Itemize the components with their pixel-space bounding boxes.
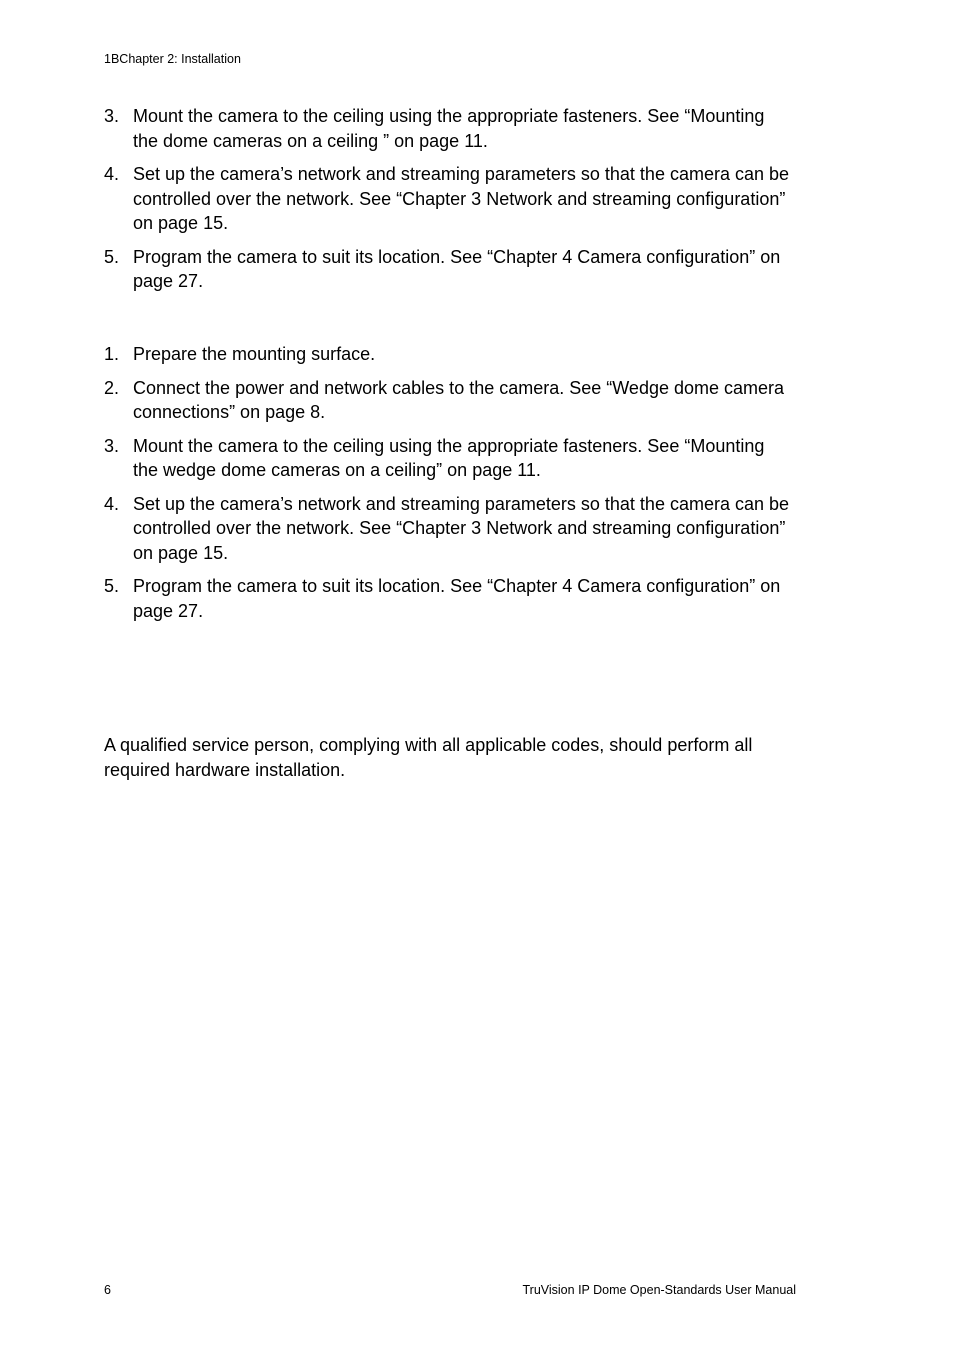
step-number: 2. <box>104 377 120 398</box>
list-item <box>104 162 794 236</box>
list-item <box>104 434 794 483</box>
step-text: Mount the camera to the ceiling using the appropriate fasteners. See “Mounting the dome cameras on a ceiling ” on page 11. <box>133 106 765 151</box>
dome-installation-steps <box>104 104 794 303</box>
wedge-dome-installation-steps <box>104 342 794 632</box>
step-number: 3. <box>104 106 120 126</box>
step-text: Program the camera to suit its location. See “Chapter 4 Camera configuration” on page 27. <box>133 576 781 621</box>
step-text: Connect the power and network cables to the camera. See “Wedge dome camera connections” on page 8. <box>133 377 785 422</box>
list-item <box>104 342 794 367</box>
page-number: 6 <box>104 1283 111 1297</box>
list-item <box>104 104 794 153</box>
step-number: 3. <box>104 435 120 456</box>
step-number: 1. <box>104 344 120 364</box>
step-text: Set up the camera’s network and streaming parameters so that the camera can be controlled over the network. See “Chapter 3 Network and streaming configuration” on page 15. <box>133 493 790 563</box>
step-number: 5. <box>104 246 120 267</box>
running-header: 1BChapter 2: Installation <box>104 52 241 66</box>
manual-title: TruVision IP Dome Open-Standards User Manual <box>522 1283 796 1297</box>
qualified-service-paragraph: A qualified service person, complying with all applicable codes, should perform all required hardware installation. <box>104 735 753 780</box>
list-item <box>104 492 794 566</box>
step-text: Set up the camera’s network and streaming parameters so that the camera can be controlled over the network. See “Chapter 3 Network and streaming configuration” on page 15. <box>133 164 790 233</box>
step-number: 5. <box>104 576 120 596</box>
list-item <box>104 376 794 425</box>
step-text: Prepare the mounting surface. <box>133 344 376 364</box>
list-item <box>104 245 794 294</box>
step-text: Mount the camera to the ceiling using the appropriate fasteners. See “Mounting the wedge dome cameras on a ceiling” on page 11. <box>133 435 765 480</box>
step-number: 4. <box>104 164 120 184</box>
step-number: 4. <box>104 493 120 514</box>
list-item <box>104 574 794 623</box>
step-text: Program the camera to suit its location. See “Chapter 4 Camera configuration” on page 27. <box>133 246 781 291</box>
